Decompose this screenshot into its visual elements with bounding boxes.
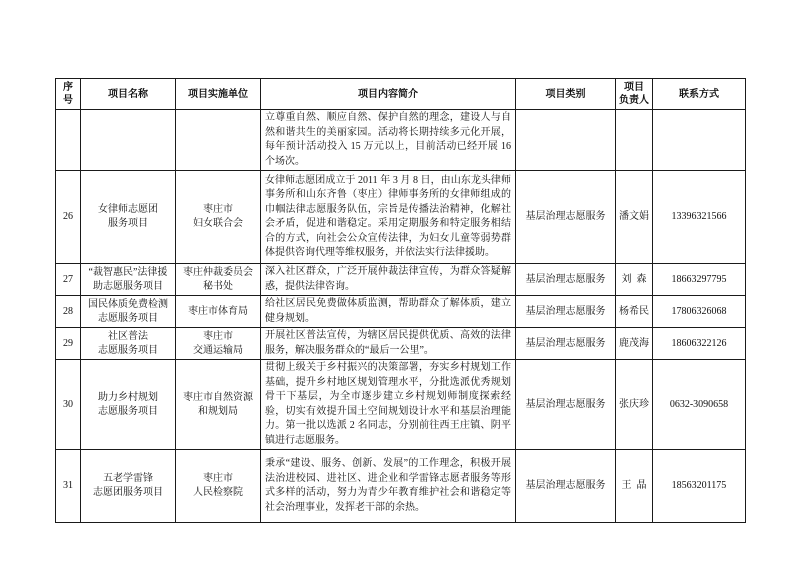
project-name: 助力乡村规划 志愿服务项目 (81, 360, 176, 450)
header-contact-info: 联系方式 (653, 79, 746, 110)
contact-info: 18663297795 (653, 264, 746, 296)
implementing-unit: 枣庄仲裁委员会 秘书处 (176, 264, 261, 296)
project-leader: 王 晶 (616, 450, 653, 523)
implementing-unit: 枣庄市 交通运输局 (176, 328, 261, 360)
table-row (56, 264, 746, 296)
project-name: “裁智惠民”法律援 助志愿服务项目 (81, 264, 176, 296)
project-description: 贯彻上级关于乡村振兴的决策部署，夯实乡村规划工作基础，提升乡村地区规划管理水平，分批选派优秀规划骨干下基层，为全市逐步建立乡村规划师制度探索经验，切实有效提升国土空间规划设计水平和基层治理能力。第一批以选派 2 名同志，分别前往西王庄镇、阴平镇进行志愿服务。 (261, 360, 516, 450)
project-category: 基层治理志愿服务 (516, 264, 616, 296)
project-name: 女律师志愿团 服务项目 (81, 171, 176, 264)
row-number: 30 (56, 360, 81, 450)
project-name: 国民体质免费检测 志愿服务项目 (81, 296, 176, 328)
row-number: 27 (56, 264, 81, 296)
row-number: 31 (56, 450, 81, 523)
project-description: 给社区居民免费做体质监测，帮助群众了解体质，建立健身规划。 (261, 296, 516, 328)
project-description: 秉承“建设、服务、创新、发展”的工作理念，积极开展法治进校园、进社区、进企业和学雷锋志愿者服务等形式多样的活动，努力为青少年教育维护社会和谐稳定等社会治理事业，发挥老干部的余热。 (261, 450, 516, 523)
table-row (56, 360, 746, 450)
project-leader: 张庆珍 (616, 360, 653, 450)
project-name: 社区普法 志愿服务项目 (81, 328, 176, 360)
row-number: 28 (56, 296, 81, 328)
project-category: 基层治理志愿服务 (516, 328, 616, 360)
implementing-unit: 枣庄市体育局 (176, 296, 261, 328)
header-implementing-unit: 项目实施单位 (176, 79, 261, 110)
implementing-unit (176, 110, 261, 171)
project-category (516, 110, 616, 171)
project-category: 基层治理志愿服务 (516, 450, 616, 523)
implementing-unit: 枣庄市 人民检察院 (176, 450, 261, 523)
project-leader (616, 110, 653, 171)
project-name: 五老学雷锋 志愿团服务项目 (81, 450, 176, 523)
implementing-unit: 枣庄市自然资源 和规划局 (176, 360, 261, 450)
project-leader: 鹿茂海 (616, 328, 653, 360)
project-category: 基层治理志愿服务 (516, 171, 616, 264)
table-row (56, 171, 746, 264)
table-row (56, 110, 746, 171)
project-name (81, 110, 176, 171)
contact-info: 18563201175 (653, 450, 746, 523)
header-project-category: 项目类别 (516, 79, 616, 110)
project-leader: 刘 森 (616, 264, 653, 296)
contact-info: 17806326068 (653, 296, 746, 328)
project-category: 基层治理志愿服务 (516, 296, 616, 328)
implementing-unit: 枣庄市 妇女联合会 (176, 171, 261, 264)
header-number: 序号 (56, 79, 81, 110)
row-number: 29 (56, 328, 81, 360)
contact-info: 13396321566 (653, 171, 746, 264)
header-project-description: 项目内容简介 (261, 79, 516, 110)
project-leader: 潘文娟 (616, 171, 653, 264)
header-project-name: 项目名称 (81, 79, 176, 110)
project-description: 立尊重自然、顺应自然、保护自然的理念，建设人与自然和谐共生的美丽家园。活动将长期持续多元化开展，每年预计活动投入 15 万元以上，目前活动已经开展 16 个场次。 (261, 110, 516, 171)
contact-info: 0632-3090658 (653, 360, 746, 450)
table-header-row (56, 79, 746, 110)
row-number: 26 (56, 171, 81, 264)
project-category: 基层治理志愿服务 (516, 360, 616, 450)
header-project-leader: 项目 负责人 (616, 79, 653, 110)
row-number (56, 110, 81, 171)
project-description: 开展社区普法宣传，为辖区居民提供优质、高效的法律服务，解决服务群众的“最后一公里”。 (261, 328, 516, 360)
table-row (56, 296, 746, 328)
table-row (56, 450, 746, 523)
contact-info: 18606322126 (653, 328, 746, 360)
table-row (56, 328, 746, 360)
contact-info (653, 110, 746, 171)
project-description: 女律师志愿团成立于 2011 年 3 月 8 日，由山东龙头律师事务所和山东齐鲁（枣庄）律师事务所的女律师组成的巾帼法律志愿服务队伍，宗旨是传播法治精神，化解社会矛盾，促进和谐稳定。采用定期服务和特定服务相结合的方式，向社会公众宣传法律，为妇女儿童等弱势群体提供咨询代理等维权服务，并依法实行法律援助。 (261, 171, 516, 264)
project-leader: 杨希民 (616, 296, 653, 328)
project-description: 深入社区群众，广泛开展仲裁法律宣传，为群众答疑解惑，提供法律咨询。 (261, 264, 516, 296)
volunteer-projects-table (55, 78, 746, 523)
